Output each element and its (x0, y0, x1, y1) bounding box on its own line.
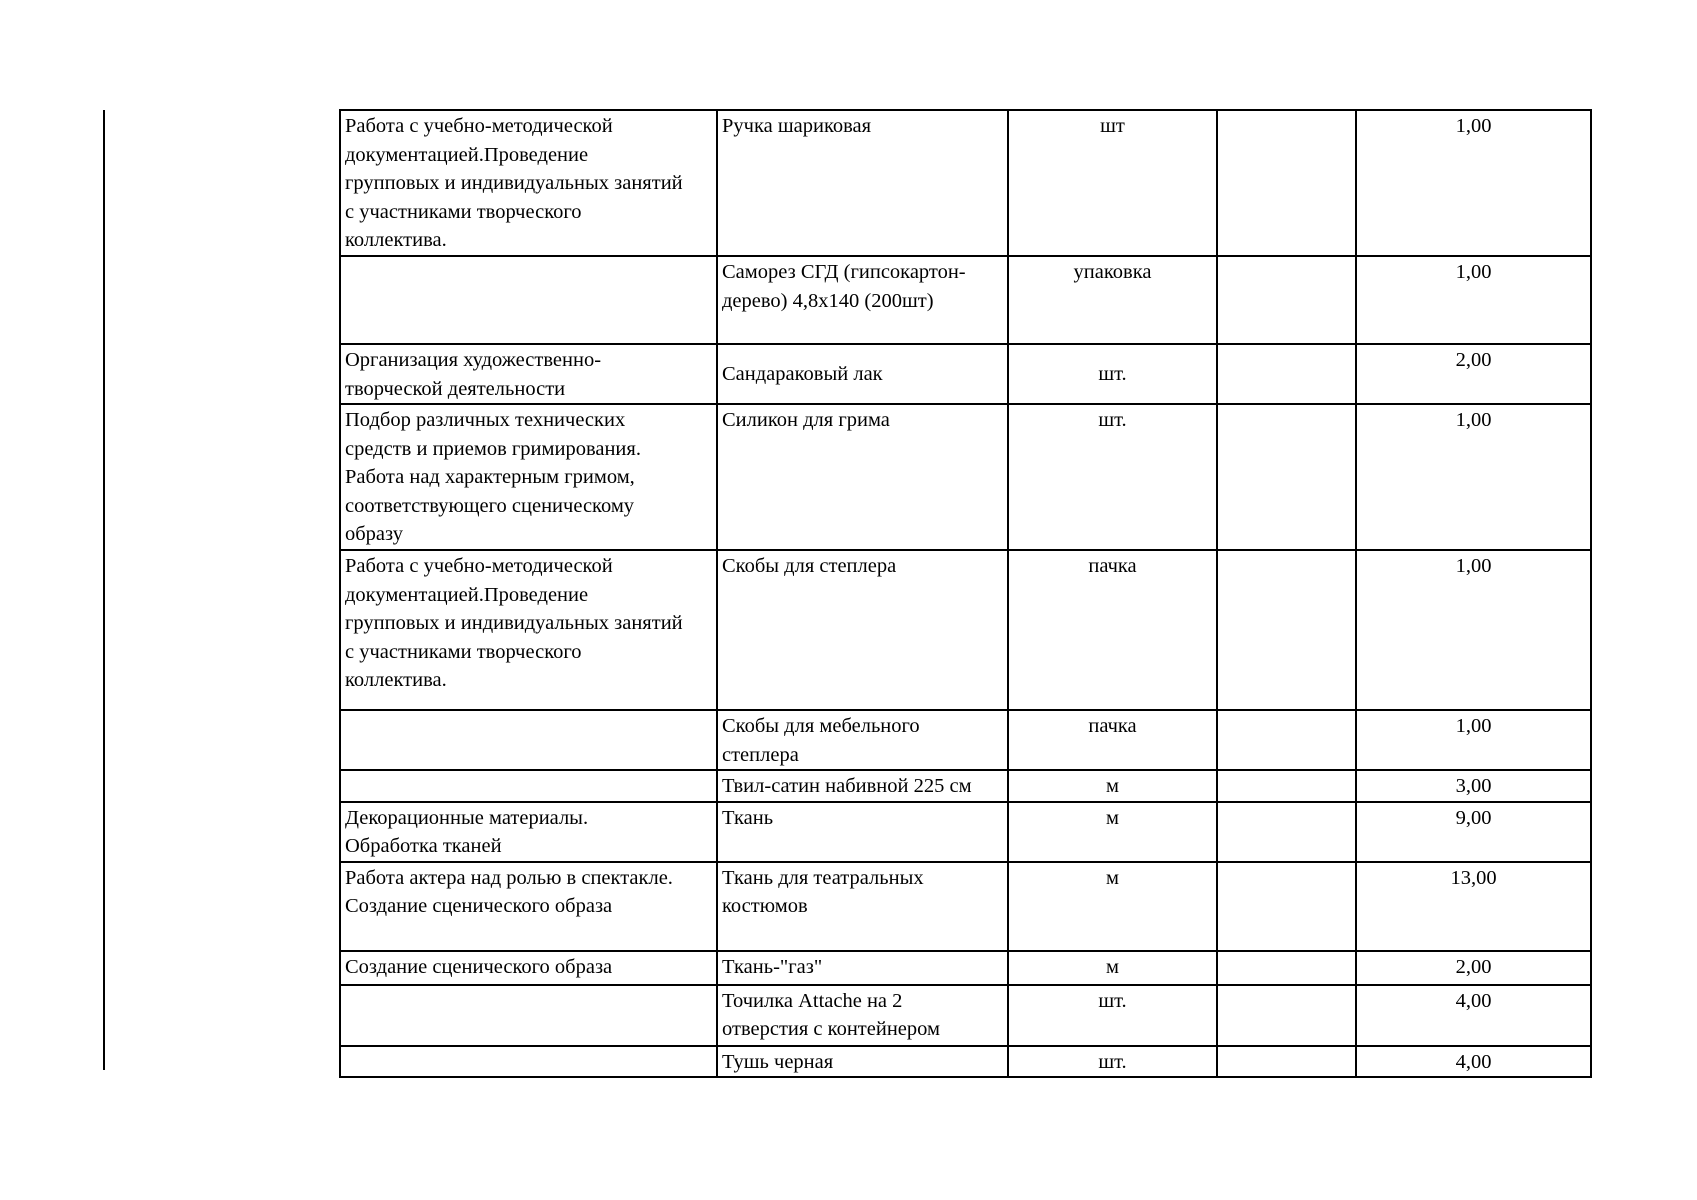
activity-cell: Организация художественно- творческой деятельности (340, 344, 717, 404)
item-cell: Ткань для театральных костюмов (717, 862, 1008, 951)
table-row (340, 862, 1591, 951)
empty-cell (1217, 802, 1356, 862)
quantity-cell: 1,00 (1356, 710, 1591, 770)
unit-cell: шт. (1008, 1046, 1217, 1078)
item-cell: Ткань-"газ" (717, 951, 1008, 985)
unit-cell: м (1008, 802, 1217, 862)
quantity-cell: 1,00 (1356, 550, 1591, 710)
item-cell: Скобы для степлера (717, 550, 1008, 710)
unit-cell: пачка (1008, 550, 1217, 710)
materials-table (339, 109, 1592, 1078)
activity-cell (340, 710, 717, 770)
empty-cell (1217, 770, 1356, 802)
table-row (340, 110, 1591, 256)
unit-cell: м (1008, 770, 1217, 802)
table-row (340, 951, 1591, 985)
empty-cell (1217, 344, 1356, 404)
empty-cell (1217, 1046, 1356, 1078)
table-row (340, 985, 1591, 1046)
activity-cell: Подбор различных технических средств и приемов гримирования. Работа над характерным гримом, соответствующего сценическому образу (340, 404, 717, 550)
unit-cell: м (1008, 951, 1217, 985)
table-row (340, 550, 1591, 710)
empty-cell (1217, 404, 1356, 550)
quantity-cell: 13,00 (1356, 862, 1591, 951)
quantity-cell: 1,00 (1356, 404, 1591, 550)
unit-cell: упаковка (1008, 256, 1217, 344)
table-row (340, 404, 1591, 550)
activity-cell: Работа с учебно-методической документацией.Проведение групповых и индивидуальных занятий с участниками творческого коллектива. (340, 110, 717, 256)
activity-cell (340, 985, 717, 1046)
empty-cell (1217, 862, 1356, 951)
unit-cell: шт. (1008, 344, 1217, 404)
item-cell: Саморез СГД (гипсокартон- дерево) 4,8х140 (200шт) (717, 256, 1008, 344)
unit-cell: шт. (1008, 404, 1217, 550)
activity-cell: Работа с учебно-методической документацией.Проведение групповых и индивидуальных занятий с участниками творческого коллектива. (340, 550, 717, 710)
quantity-cell: 2,00 (1356, 344, 1591, 404)
item-cell: Ручка шариковая (717, 110, 1008, 256)
quantity-cell: 4,00 (1356, 985, 1591, 1046)
left-margin-rule (103, 110, 105, 1070)
empty-cell (1217, 985, 1356, 1046)
empty-cell (1217, 110, 1356, 256)
unit-cell: м (1008, 862, 1217, 951)
item-cell: Ткань (717, 802, 1008, 862)
empty-cell (1217, 550, 1356, 710)
item-cell: Точилка Attache на 2 отверстия с контейнером (717, 985, 1008, 1046)
activity-cell (340, 256, 717, 344)
empty-cell (1217, 710, 1356, 770)
empty-cell (1217, 951, 1356, 985)
table-row (340, 710, 1591, 770)
quantity-cell: 2,00 (1356, 951, 1591, 985)
quantity-cell: 1,00 (1356, 110, 1591, 256)
activity-cell: Работа актера над ролью в спектакле. Создание сценического образа (340, 862, 717, 951)
item-cell: Силикон для грима (717, 404, 1008, 550)
item-cell: Скобы для мебельного степлера (717, 710, 1008, 770)
table-row (340, 770, 1591, 802)
activity-cell (340, 770, 717, 802)
quantity-cell: 1,00 (1356, 256, 1591, 344)
empty-cell (1217, 256, 1356, 344)
table-row (340, 802, 1591, 862)
item-cell: Тушь черная (717, 1046, 1008, 1078)
table-row (340, 344, 1591, 404)
quantity-cell: 3,00 (1356, 770, 1591, 802)
table-row (340, 256, 1591, 344)
unit-cell: пачка (1008, 710, 1217, 770)
unit-cell: шт (1008, 110, 1217, 256)
table-row (340, 1046, 1591, 1078)
activity-cell: Декорационные материалы. Обработка тканей (340, 802, 717, 862)
item-cell: Сандараковый лак (717, 344, 1008, 404)
activity-cell (340, 1046, 717, 1078)
unit-cell: шт. (1008, 985, 1217, 1046)
item-cell: Твил-сатин набивной 225 см (717, 770, 1008, 802)
quantity-cell: 9,00 (1356, 802, 1591, 862)
activity-cell: Создание сценического образа (340, 951, 717, 985)
quantity-cell: 4,00 (1356, 1046, 1591, 1078)
